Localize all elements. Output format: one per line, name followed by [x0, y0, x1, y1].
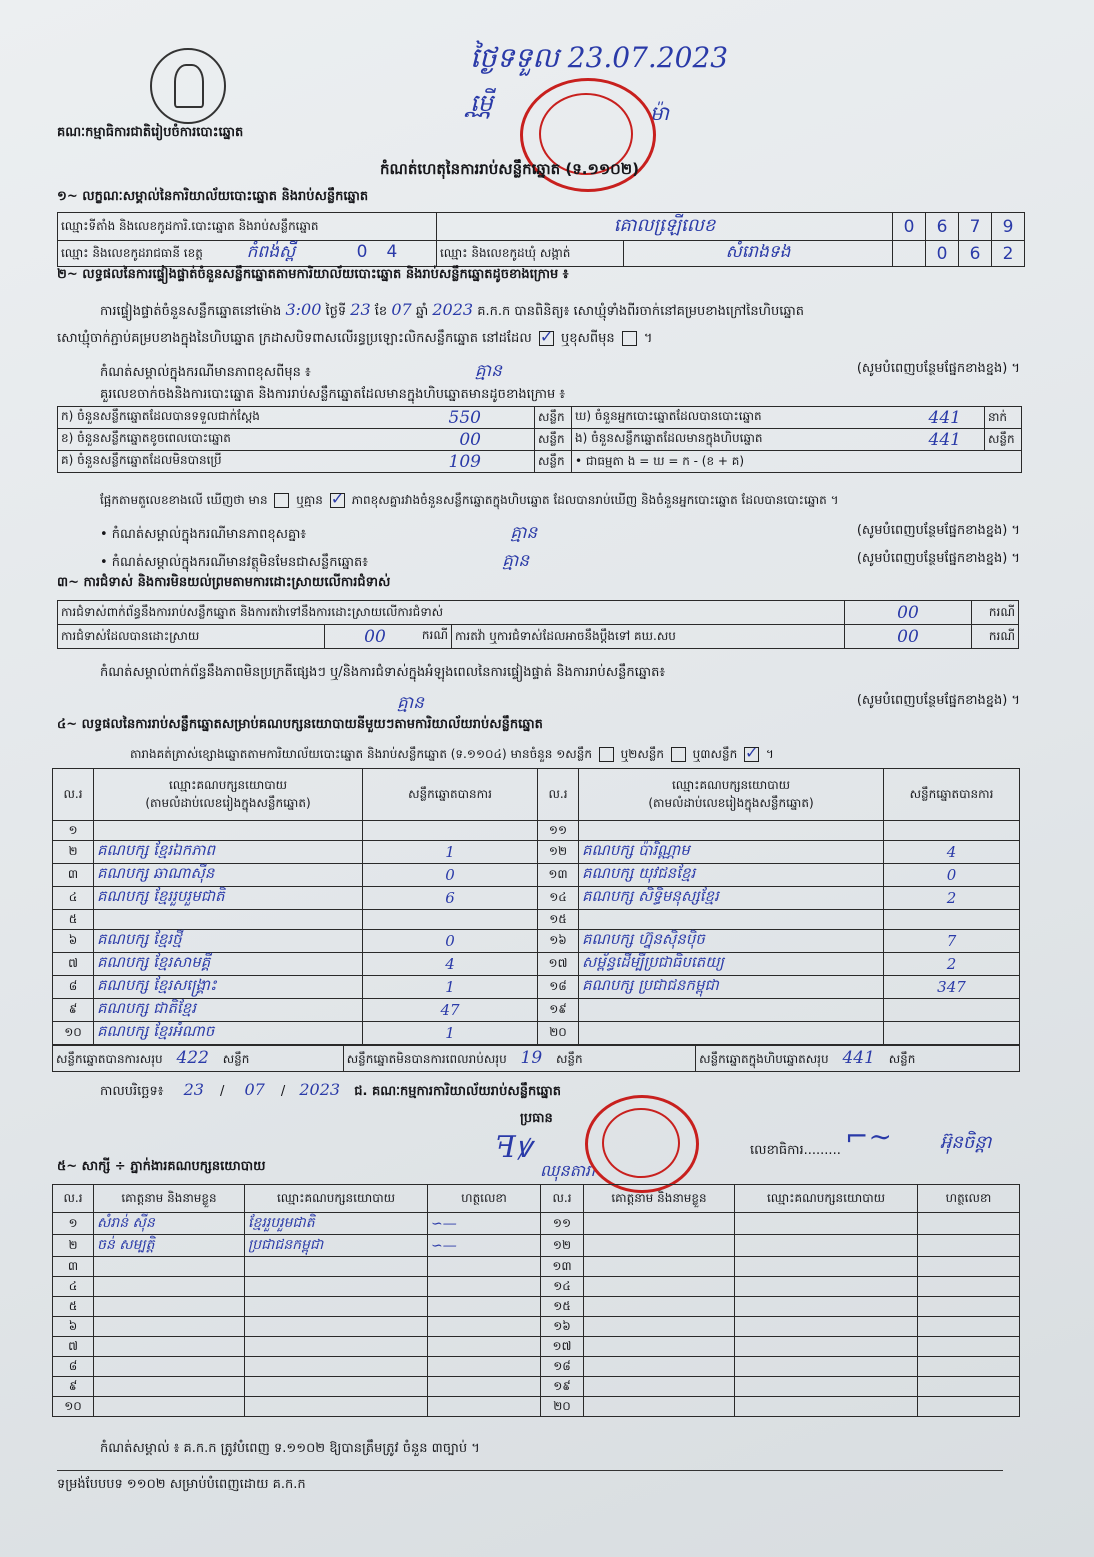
bullet1-value: គ្មាន — [510, 523, 538, 543]
objection-r2-value: 00 ករណី — [325, 625, 452, 649]
has-difference-checkbox[interactable] — [274, 493, 289, 508]
chair-signature: ꟻꝟ — [495, 1130, 531, 1165]
count-a-cell: ក) ចំនួនសន្លឹកឆ្នោតដែលបានទទួលជាក់ស្តែង 550 — [58, 407, 535, 429]
form-reference: ទម្រង់បែបបទ ១១០២ សម្រាប់បំពេញដោយ គ.ក.ក — [57, 1477, 306, 1492]
witness-row — [53, 1357, 1020, 1377]
result-row — [53, 841, 1020, 864]
result-no: ១២ — [538, 841, 579, 864]
witness-no: ៨ — [53, 1357, 94, 1377]
witness-party — [735, 1297, 918, 1317]
section3-title: ៣~ ការជំទាស់ និងការមិនយល់ព្រមតាមការដោះស្រាយលើការជំទាស់ — [57, 575, 391, 590]
witness-no: ១៤ — [541, 1277, 584, 1297]
commune-code-blank — [893, 241, 926, 267]
result-party: គណបក្ស ប៉ារិណ្ណាម — [579, 841, 884, 864]
signing-year: 2023 — [299, 1080, 341, 1099]
witness-name — [584, 1317, 735, 1337]
result-row — [53, 1022, 1020, 1045]
difference-note-value: គ្មាន — [474, 361, 502, 381]
commune-label: ឈ្មោះ និងលេខកូដឃុំ សង្កាត់ — [437, 241, 624, 267]
result-party: គណបក្ស ហ្វ៊ុនស៊ិនប៉ិច — [579, 930, 884, 953]
col-party: ឈ្មោះគណបក្សនយោបាយ (តាមលំដាប់លេខរៀងក្នុងសន្លឹកឆ្នោត) — [579, 769, 884, 821]
witness-signature: ∽— — [428, 1213, 541, 1235]
objection-r2-cell: ការជំទាស់ដែលបានដោះស្រាយ — [58, 625, 325, 649]
witness-signature — [428, 1377, 541, 1397]
witness-signature — [428, 1257, 541, 1277]
count-d-value: 441 — [928, 407, 961, 428]
result-party: គណបក្ស យុវជនខ្មែរ — [579, 864, 884, 887]
result-row — [53, 864, 1020, 887]
w-col-no: ល.រ — [541, 1185, 584, 1213]
witness-signature: ∽— — [428, 1235, 541, 1257]
bullet2-value: គ្មាន — [502, 551, 530, 571]
witness-no: ៧ — [53, 1337, 94, 1357]
province-code-digit: 0 — [356, 242, 368, 262]
result-votes — [884, 910, 1020, 930]
witness-party — [735, 1235, 918, 1257]
result-no: ១១ — [538, 821, 579, 841]
commune-value: សំរោងទង — [624, 241, 893, 267]
witness-party — [735, 1317, 918, 1337]
witness-party — [245, 1397, 428, 1417]
annex-1-checkbox[interactable] — [599, 747, 614, 762]
count-c-unit: សន្លឹក — [535, 451, 572, 473]
objection-r1-label: ការជំទាស់ពាក់ព័ន្ធនឹងការរាប់សន្លឹកឆ្នោត និងការតវ៉ាទៅនឹងការដោះស្រាយលើការជំទាស់ — [58, 601, 845, 625]
secretary-name: អ៊ុនចិន្តា — [940, 1132, 992, 1153]
witness-party — [245, 1277, 428, 1297]
result-no: ៥ — [53, 910, 94, 930]
handwritten-extra: ម៉ា — [650, 101, 670, 125]
witness-signature — [918, 1297, 1020, 1317]
total-box-cell: សន្លឹកឆ្នោតក្នុងហិបឆ្នោតសរុប 441 សន្លឹក — [696, 1046, 1020, 1072]
count-b-unit: សន្លឹក — [535, 429, 572, 451]
section5-title: ៥~ សាក្សី ÷ ភ្នាក់ងារគណបក្សនយោបាយ — [57, 1159, 266, 1174]
objection-r2-label2: ការតវ៉ា ឬការជំទាស់ដែលអាចនឹងប្តឹងទៅ គឃ.សប — [452, 625, 845, 649]
witness-signature — [428, 1397, 541, 1417]
objection-r1-value: 00 — [845, 601, 972, 625]
witness-signature — [918, 1337, 1020, 1357]
result-votes: 0 — [363, 864, 538, 887]
witness-row — [53, 1297, 1020, 1317]
objections-table — [57, 600, 1019, 649]
witness-signature — [918, 1257, 1020, 1277]
verification-time: 3:00 — [285, 300, 322, 319]
result-party — [579, 1022, 884, 1045]
secretary-signature: ⌐∼ — [845, 1120, 892, 1153]
witness-party — [735, 1277, 918, 1297]
witness-party: ខ្មែររួបរួមជាតិ — [245, 1213, 428, 1235]
result-no: ១ — [53, 821, 94, 841]
bullet1-line: • កំណត់សម្គាល់ក្នុងករណីមានភាពខុសគ្នា៖ គ្មាន (សូមបំពេញបន្ថែមផ្នែកខាងខ្នង) ។ — [100, 523, 1020, 543]
handwritten-date: ថ្ងៃទទួល 23.07.2023 — [470, 41, 729, 74]
result-party — [94, 910, 363, 930]
signing-month: 07 — [244, 1080, 265, 1099]
count-e-unit: សន្លឹក — [985, 429, 1022, 451]
witness-signature — [918, 1397, 1020, 1417]
result-votes — [363, 821, 538, 841]
witness-party — [735, 1357, 918, 1377]
counts-intro: គួរលេខចាក់ចងនិងការបោះឆ្នោត និងការរាប់សន្លឹកឆ្នោតដែលមានក្នុងហិបឆ្នោតមានដូចខាងក្រោម ៖ — [100, 387, 566, 402]
result-votes: 2 — [884, 953, 1020, 976]
witness-row — [53, 1377, 1020, 1397]
witness-no: ១២ — [541, 1235, 584, 1257]
result-no: ៣ — [53, 864, 94, 887]
province-code-digit: 4 — [386, 242, 398, 262]
results-totals — [52, 1045, 1020, 1072]
w-col-no: ល.រ — [53, 1185, 94, 1213]
result-votes: 1 — [363, 976, 538, 999]
objection-r2-value2: 00 — [845, 625, 972, 649]
result-party: សម្ព័ន្ធដើម្បីប្រជាធិបតេយ្យ — [579, 953, 884, 976]
result-no: ១៤ — [538, 887, 579, 910]
result-party — [94, 821, 363, 841]
w-col-sign: ហត្ថលេខា — [428, 1185, 541, 1213]
witness-name — [584, 1397, 735, 1417]
witness-signature — [918, 1377, 1020, 1397]
result-row — [53, 821, 1020, 841]
witness-no: ៩ — [53, 1377, 94, 1397]
changed-checkbox[interactable] — [622, 331, 637, 346]
result-row — [53, 999, 1020, 1022]
witness-party — [735, 1337, 918, 1357]
location-code-digit: 6 — [926, 213, 959, 241]
witness-name: ចន់ សម្បត្តិ — [94, 1235, 245, 1257]
witness-name — [94, 1297, 245, 1317]
result-no: ៨ — [53, 976, 94, 999]
witness-signature — [428, 1317, 541, 1337]
result-row — [53, 887, 1020, 910]
witness-no: ១៦ — [541, 1317, 584, 1337]
witness-name — [584, 1357, 735, 1377]
formula: • ជាធម្មតា ង = ឃ = ក - (ខ + គ) — [572, 451, 1022, 473]
chair-label: ប្រធាន — [520, 1111, 553, 1126]
result-row — [53, 930, 1020, 953]
annex-3-checkbox[interactable] — [744, 747, 759, 762]
party-results-table — [52, 768, 1020, 1045]
result-party: គណបក្ស ប្រជាជនកម្ពុជា — [579, 976, 884, 999]
location-code-digit: 9 — [992, 213, 1025, 241]
result-votes: 1 — [363, 1022, 538, 1045]
result-party — [579, 999, 884, 1022]
verification-month: 07 — [391, 300, 412, 319]
result-no: ៩ — [53, 999, 94, 1022]
result-no: ២ — [53, 841, 94, 864]
verification-year: 2023 — [432, 300, 474, 319]
witness-party — [245, 1257, 428, 1277]
irregularity-note-label: កំណត់សម្គាល់ពាក់ព័ន្ធនឹងភាពមិនប្រក្រតីផ្សេងៗ ឬ/និងការជំទាស់ក្នុងអំឡុងពេលនៃការផ្ទៀងផ្ទាត់ និងការរាប់សន្លឹកឆ្នោត៖ — [100, 665, 666, 680]
section4-title: ៤~ លទ្ធផលនៃការរាប់សន្លឹកឆ្នោតសម្រាប់គណបក្សនយោបាយនីមួយៗតាមការិយាល័យរាប់សន្លឹកឆ្នោត — [57, 717, 543, 732]
result-party: គណបក្ស ខ្មែរសាមគ្គី — [94, 953, 363, 976]
col-no: ល.រ — [53, 769, 94, 821]
witness-party: ប្រជាជនកម្ពុជា — [245, 1235, 428, 1257]
count-a-value: 550 — [448, 407, 481, 428]
objection-r1-unit: ករណី — [972, 601, 1019, 625]
witness-name — [584, 1235, 735, 1257]
witness-party — [245, 1337, 428, 1357]
witness-name — [94, 1257, 245, 1277]
witness-no: ៥ — [53, 1297, 94, 1317]
witness-party — [245, 1377, 428, 1397]
witness-name — [584, 1257, 735, 1277]
witness-no: ៦ — [53, 1317, 94, 1337]
witness-row — [53, 1257, 1020, 1277]
witness-name — [94, 1317, 245, 1337]
witness-signature — [428, 1297, 541, 1317]
witness-no: ១៩ — [541, 1377, 584, 1397]
section1-title: ១~ លក្ខណៈសម្គាល់នៃការិយាល័យបោះឆ្នោត និងរាប់សន្លឹកឆ្នោត — [57, 189, 369, 204]
annex-line: តារាងគត់ត្រាស់ខ្សោងឆ្នោតតាមការិយាល័យបោះឆ្នោត និងរាប់សន្លឹកឆ្នោត (ទ.១១០៤) មានចំនួន ១សន្លឹក ឬ២សន្លឹក ឬ៣សន្លឹក ✓ ។ — [130, 746, 774, 764]
commune-code-digit: 2 — [992, 241, 1025, 267]
witness-name — [584, 1277, 735, 1297]
result-party: គណបក្ស សិទ្ធិមនុស្សខ្មែរ — [579, 887, 884, 910]
secretary-label: លេខាធិការ......... — [750, 1143, 841, 1158]
witness-no: ១៣ — [541, 1257, 584, 1277]
witness-party — [735, 1257, 918, 1277]
official-seal-bottom — [585, 1095, 699, 1193]
witness-party — [735, 1213, 918, 1235]
result-votes: 6 — [363, 887, 538, 910]
difference-note-line: កំណត់សម្គាល់ក្នុងករណីមានភាពខុសពីមុន ៖ គ្មាន (សូមបំពេញបន្ថែមផ្នែកខាងខ្នង) ។ — [100, 361, 1020, 381]
witness-party — [245, 1357, 428, 1377]
witness-signature — [918, 1317, 1020, 1337]
result-party: គណបក្ស ខ្មែរថ្មី — [94, 930, 363, 953]
witness-no: ១៨ — [541, 1357, 584, 1377]
location-code-digit: 7 — [959, 213, 992, 241]
witness-name — [94, 1377, 245, 1397]
handwritten-receiver: ម៉ើ្ណ — [470, 89, 493, 117]
witness-no: ២០ — [541, 1397, 584, 1417]
witness-signature — [428, 1337, 541, 1357]
result-votes: 0 — [363, 930, 538, 953]
count-e-value: 441 — [928, 429, 961, 450]
annex-2-checkbox[interactable] — [671, 747, 686, 762]
total-valid-cell: សន្លឹកឆ្នោតបានការសរុប 422 សន្លឹក — [53, 1046, 344, 1072]
result-votes — [363, 910, 538, 930]
w-col-name: គោត្តនាម និងនាមខ្លួន — [584, 1185, 735, 1213]
section1-table — [57, 212, 1025, 267]
witness-no: ១ — [53, 1213, 94, 1235]
witness-no: ៣ — [53, 1257, 94, 1277]
witness-party — [735, 1397, 918, 1417]
witness-row — [53, 1337, 1020, 1357]
witness-name — [94, 1357, 245, 1377]
count-b-cell: ខ) ចំនួនសន្លឹកឆ្នោតខូចពេលបោះឆ្នោត 00 — [58, 429, 535, 451]
result-votes — [884, 999, 1020, 1022]
result-row — [53, 953, 1020, 976]
result-party — [579, 910, 884, 930]
objection-r2-unit: ករណី — [972, 625, 1019, 649]
result-no: ១៩ — [538, 999, 579, 1022]
total-valid-value: 422 — [176, 1048, 209, 1068]
verification-line: ការផ្ទៀងផ្ទាត់ចំនួនសន្លឹកឆ្នោតនៅម៉ោង 3:00 ថ្ងៃទី 23 ខែ 07 ឆ្នាំ 2023 គ.ក.ក បានពិនិត្យ៖ សោឃ្មុំទាំងពីរចាក់នៅគម្របខាងក្រៅនៃហិបឆ្នោត — [100, 300, 805, 319]
witness-signature — [428, 1277, 541, 1297]
witness-party — [735, 1377, 918, 1397]
result-no: ១៦ — [538, 930, 579, 953]
witness-name — [584, 1377, 735, 1397]
total-invalid-value: 19 — [520, 1048, 543, 1068]
result-votes: 1 — [363, 841, 538, 864]
bullet2-line: • កំណត់សម្គាល់ក្នុងករណីមានវត្ថុមិនមែនជាសន្លឹកឆ្នោត៖ គ្មាន (សូមបំពេញបន្ថែមផ្នែកខាងខ្នង) ។ — [100, 551, 1020, 571]
irregularity-note-value: គ្មាន — [397, 693, 424, 713]
witness-signature — [918, 1213, 1020, 1235]
result-no: ១៥ — [538, 910, 579, 930]
result-row — [53, 910, 1020, 930]
count-c-cell: គ) ចំនួនសន្លឹកឆ្នោតដែលមិនបានប្រើ 109 — [58, 451, 535, 473]
witness-no: ១០ — [53, 1397, 94, 1417]
witness-signature — [918, 1357, 1020, 1377]
count-c-value: 109 — [448, 451, 481, 472]
result-party: គណបក្ស ខ្មែរឯកភាព — [94, 841, 363, 864]
witness-signature — [918, 1235, 1020, 1257]
witness-name: សំរាន់ ស៊ីន — [94, 1213, 245, 1235]
col-party: ឈ្មោះគណបក្សនយោបាយ (តាមលំដាប់លេខរៀងក្នុងសន្លឹកឆ្នោត) — [94, 769, 363, 821]
witness-name — [94, 1397, 245, 1417]
location-code-digit: 0 — [893, 213, 926, 241]
result-votes: 347 — [884, 976, 1020, 999]
unchanged-checkbox[interactable] — [539, 331, 554, 346]
province-value: កំពង់ស្ពឺ — [246, 242, 296, 262]
seal-status-line: សោឃ្មុំចាក់ភ្ជាប់គម្របខាងក្នុងនៃហិបឆ្នោត ក្រដាសបិទពាសលើរន្ធប្រឡោះលិកសន្លឹកឆ្នោត នៅដដែល ✓ ឬខុសពីមុន ។ — [57, 330, 652, 349]
witness-no: ១៧ — [541, 1337, 584, 1357]
w-col-party: ឈ្មោះគណបក្សនយោបាយ — [245, 1185, 428, 1213]
witness-row — [53, 1397, 1020, 1417]
committee-emblem — [150, 48, 226, 124]
signing-day: 23 — [183, 1080, 204, 1099]
col-votes: សន្លឹកឆ្នោតបានការ — [884, 769, 1020, 821]
witness-party — [245, 1317, 428, 1337]
witness-row — [53, 1317, 1020, 1337]
committee-name: គណៈកម្មាធិការជាតិរៀបចំការបោះឆ្នោត — [57, 125, 244, 140]
location-value: គោលឡើ្រលេខ — [437, 213, 893, 241]
location-label: ឈ្មោះទីតាំង និងលេខកូដការិ.បោះឆ្នោត និងរាប់សន្លឹកឆ្នោត — [58, 213, 437, 241]
result-no: ១០ — [53, 1022, 94, 1045]
w-col-party: ឈ្មោះគណបក្សនយោបាយ — [735, 1185, 918, 1213]
witness-name — [584, 1297, 735, 1317]
witness-name — [94, 1337, 245, 1357]
signing-date-line: កាលបរិច្ឆេទ៖ 23 / 07 / 2023 ជ. គណៈកម្មការការិយាល័យរាប់សន្លឹកឆ្នោត — [100, 1080, 561, 1099]
result-votes — [884, 821, 1020, 841]
result-party — [579, 821, 884, 841]
witness-signature — [428, 1357, 541, 1377]
witness-signature — [918, 1277, 1020, 1297]
count-a-unit: សន្លឹក — [535, 407, 572, 429]
result-no: ៤ — [53, 887, 94, 910]
count-d-cell: ឃ) ចំនួនអ្នកបោះឆ្នោតដែលបានបោះឆ្នោត 441 — [572, 407, 985, 429]
no-difference-checkbox[interactable] — [330, 493, 345, 508]
ballot-counts-table — [57, 406, 1022, 473]
total-box-value: 441 — [842, 1048, 875, 1068]
witness-row — [53, 1235, 1020, 1257]
result-votes: 7 — [884, 930, 1020, 953]
col-votes: សន្លឹកឆ្នោតបានការ — [363, 769, 538, 821]
w-col-sign: ហត្ថលេខា — [918, 1185, 1020, 1213]
irregularity-note-line: គ្មាន (សូមបំពេញបន្ថែមផ្នែកខាងខ្នង) ។ — [397, 693, 1020, 713]
footer-note: កំណត់សម្គាល់ ៖ គ.ក.ក ត្រូវបំពេញ ទ.១១០២ ឱ្យបានត្រឹមត្រូវ ចំនួន ៣ច្បាប់ ។ — [100, 1441, 480, 1456]
result-no: ១៨ — [538, 976, 579, 999]
witness-no: ២ — [53, 1235, 94, 1257]
result-no: ៧ — [53, 953, 94, 976]
result-party: គណបក្ស ជាតិខ្មែរ — [94, 999, 363, 1022]
result-party: គណបក្ស ខ្មែររួបរួមជាតិ — [94, 887, 363, 910]
witness-name — [94, 1277, 245, 1297]
w-col-name: គោត្តនាម និងនាមខ្លួន — [94, 1185, 245, 1213]
witness-name — [584, 1337, 735, 1357]
commune-code-digit: 6 — [959, 241, 992, 267]
count-e-cell: ង) ចំនួនសន្លឹកឆ្នោតដែលមានក្នុងហិបឆ្នោត 441 — [572, 429, 985, 451]
commune-code-digit: 0 — [926, 241, 959, 267]
witness-row — [53, 1277, 1020, 1297]
chair-name: ឈុនតារា — [540, 1161, 596, 1180]
result-no: ២០ — [538, 1022, 579, 1045]
witness-no: ១១ — [541, 1213, 584, 1235]
witness-party — [245, 1297, 428, 1317]
result-party: គណបក្ស ឆាណាស៊ីន — [94, 864, 363, 887]
result-no: ៦ — [53, 930, 94, 953]
result-votes: 47 — [363, 999, 538, 1022]
count-d-unit: នាក់ — [985, 407, 1022, 429]
result-votes — [884, 1022, 1020, 1045]
result-votes: 4 — [363, 953, 538, 976]
count-b-value: 00 — [459, 429, 481, 450]
result-party: គណបក្ស ខ្មែរសង្គ្រោះ — [94, 976, 363, 999]
province-label: ឈ្មោះ និងលេខកូដរាជធានី ខេត្ត កំពង់ស្ពឺ 0 4 — [58, 241, 437, 267]
result-no: ១៣ — [538, 864, 579, 887]
witness-row — [53, 1213, 1020, 1235]
result-row — [53, 976, 1020, 999]
col-no: ល.រ — [538, 769, 579, 821]
witness-no: ៤ — [53, 1277, 94, 1297]
discrepancy-line: ផ្អែកតាមតួលេខខាងលើ ឃើញថា មាន ឬគ្មាន ✓ ភាពខុសគ្នារវាងចំនួនសន្លឹកឆ្នោតក្នុងហិបឆ្នោត ដែលបានរាប់ឃើញ និងចំនួនអ្នកបោះឆ្នោត ដែលបានបោះឆ្នោត ។ — [100, 492, 839, 510]
result-party: គណបក្ស ខ្មែរអំណាច — [94, 1022, 363, 1045]
total-invalid-cell: សន្លឹកឆ្នោតមិនបានការពេលរាប់សរុប 19 សន្លឹក — [343, 1046, 695, 1072]
result-votes: 4 — [884, 841, 1020, 864]
witness-name — [584, 1213, 735, 1235]
result-votes: 2 — [884, 887, 1020, 910]
witness-table — [52, 1184, 1020, 1417]
result-no: ១៧ — [538, 953, 579, 976]
witness-no: ១៥ — [541, 1297, 584, 1317]
footer-rule — [57, 1470, 1003, 1471]
verification-day: 23 — [350, 300, 371, 319]
result-votes: 0 — [884, 864, 1020, 887]
form-title: កំណត់ហេតុនៃការរាប់សន្លឹកឆ្នោត (ទ.១១០២) — [380, 160, 640, 178]
section2-title: ២~ លទ្ធផលនៃការផ្ទៀងផ្ទាត់ចំនួនសន្លឹកឆ្នោតតាមការិយាល័យបោះឆ្នោត និងរាប់សន្លឹកឆ្នោតដូចខាងក្រោម ៖ — [57, 267, 569, 282]
